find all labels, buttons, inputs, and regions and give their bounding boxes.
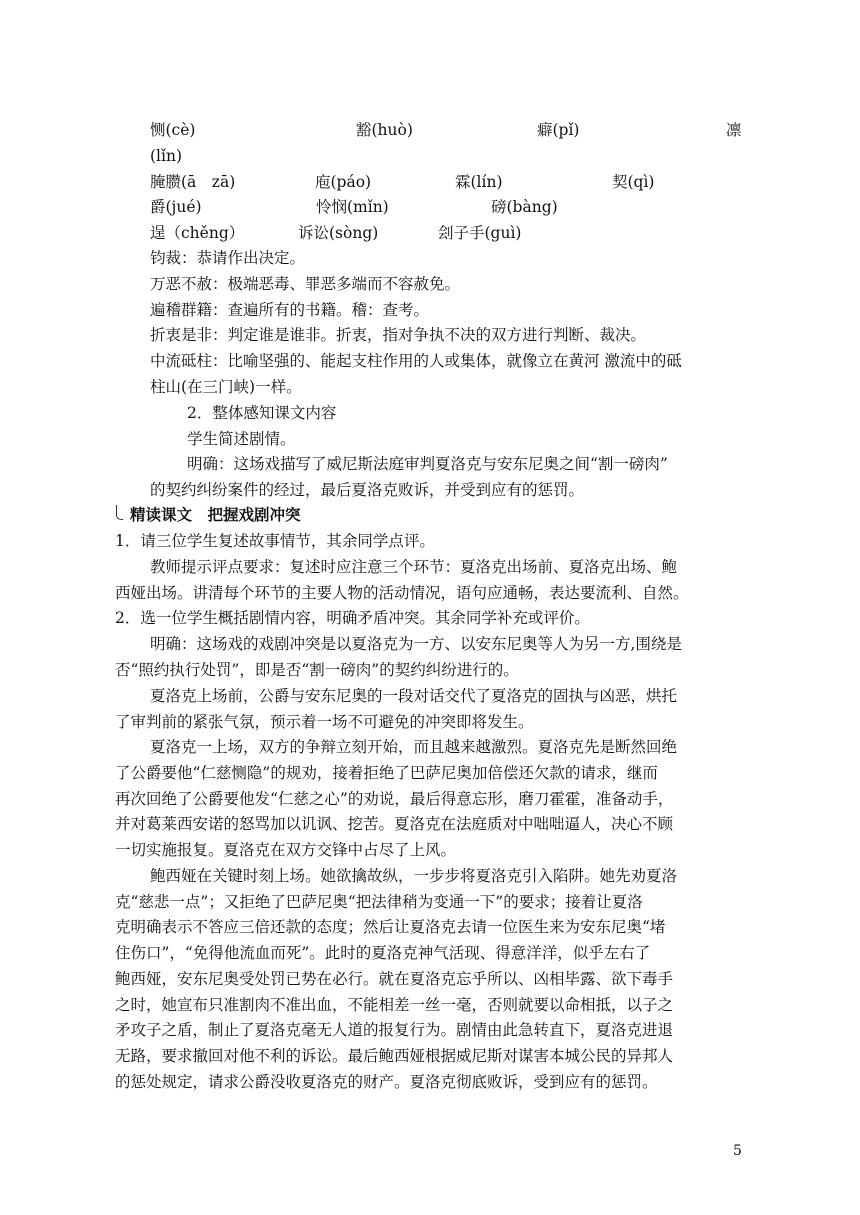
vocab-row-2 [150, 171, 743, 193]
definition-line: 万恶不赦：极端恶毒、罪恶多端而不容赦免。 [150, 275, 461, 293]
vocab-item: 契(qì) [612, 173, 655, 191]
body-line: 夏洛克上场前，公爵与安东尼奥的一段对话交代了夏洛克的固执与凶恶，烘托 [150, 687, 678, 705]
vocab-item: 恻(cè) [150, 121, 196, 139]
body-line: 了公爵要他“仁慈恻隐”的规劝，接着拒绝了巴萨尼奥加倍偿还欠款的请求，继而 [115, 764, 658, 782]
vocab-item: 磅(bàng) [491, 198, 558, 216]
vocab-row-3 [150, 196, 743, 218]
definition-line: 折衷是非：判定谁是谁非。折衷，指对争执不决的双方进行判断、裁决。 [150, 326, 647, 344]
body-line: 克“慈悲一点”；又拒绝了巴萨尼奥“把法律稍为变通一下”的要求；接着让夏洛 [115, 893, 643, 911]
definition-line: 钧裁：恭请作出决定。 [150, 249, 306, 267]
definition-line: 柱山(在三门峡)一样。 [150, 378, 302, 396]
vocab-item: 霖(lín) [455, 173, 503, 191]
body-line: 一切实施报复。夏洛克在双方交锋中占尽了上风。 [115, 841, 457, 859]
vocab-item: 腌臜(ā zā) [150, 173, 236, 191]
vocab-item: 凛 [726, 121, 742, 139]
vocab-row-1-cont: (lǐn) [150, 147, 182, 165]
vocab-row-4 [150, 222, 743, 244]
definition-line: 遍稽群籍：查遍所有的书籍。稽：查考。 [150, 301, 430, 319]
vocab-item: 刽子手(guì) [438, 224, 522, 242]
body-line: 2．选一位学生概括剧情内容，明确矛盾冲突。其余同学补充或评价。 [115, 609, 590, 627]
section-title: 2．整体感知课文内容 [187, 404, 337, 422]
body-line: 教师提示评点要求：复述时应注意三个环节：夏洛克出场前、夏洛克出场、鲍 [150, 558, 678, 576]
body-line: 并对葛莱西安诺的怒骂加以讥讽、挖苦。夏洛克在法庭质对中咄咄逼人，决心不顾 [115, 815, 674, 833]
vocab-item: 怜悯(mǐn) [316, 198, 389, 216]
heading-marker-icon [116, 505, 123, 520]
body-line: 西娅出场。讲清每个环节的主要人物的活动情况，语句应通畅，表达要流利、自然。 [115, 584, 689, 602]
definition-line: 中流砥柱：比喻坚强的、能起支柱作用的人或集体，就像立在黄河 激流中的砥 [150, 352, 682, 370]
body-line: 1．请三位学生复述故事情节，其余同学点评。 [115, 532, 435, 550]
vocab-item: 豁(huò) [356, 121, 413, 139]
paragraph-line: 的契约纠纷案件的经过，最后夏洛克败诉，并受到应有的惩罚。 [150, 481, 585, 499]
body-line: 鲍西娅，安东尼奥受处罚已势在必行。就在夏洛克忘乎所以、凶相毕露、欲下毒手 [115, 970, 674, 988]
body-line: 否“照约执行处罚”，即是否“割一磅肉”的契约纠纷进行的。 [115, 661, 519, 679]
body-line: 鲍西娅在关键时刻上场。她欲擒故纵，一步步将夏洛克引入陷阱。她先劝夏洛 [150, 867, 678, 885]
body-line: 无路，要求撤回对他不利的诉讼。最后鲍西娅根据威尼斯对谋害本城公民的异邦人 [115, 1047, 674, 1065]
paragraph-line: 学生简述剧情。 [187, 430, 296, 448]
body-line: 夏洛克一上场，双方的争辩立刻开始，而且越来越激烈。夏洛克先是断然回绝 [150, 738, 678, 756]
body-line: 再次回绝了公爵要他发“仁慈之心”的劝说，最后得意忘形，磨刀霍霍，准备动手， [115, 790, 674, 808]
vocab-row-1 [150, 119, 743, 141]
section-heading: 精读课文 把握戏剧冲突 [130, 506, 301, 524]
body-line: 克明确表示不答应三倍还款的态度；然后让夏洛克去请一位医生来为安东尼奥“堵 [115, 918, 666, 936]
body-line: 明确：这场戏的戏剧冲突是以夏洛克为一方、以安东尼奥等人为另一方,围绕是 [150, 635, 682, 653]
body-line: 之时，她宣布只准割肉不准出血，不能相差一丝一毫，否则就要以命相抵，以子之 [115, 996, 674, 1014]
page-number: 5 [733, 1143, 742, 1159]
vocab-item: 爵(jué) [150, 198, 202, 216]
body-line: 住伤口”，“免得他流血而死”。此时的夏洛克神气活现、得意洋洋，似乎左右了 [115, 944, 651, 962]
paragraph-line: 明确：这场戏描写了威尼斯法庭审判夏洛克与安东尼奥之间“割一磅肉” [187, 455, 668, 473]
vocab-item: 诉讼(sòng) [298, 224, 379, 242]
body-line: 的惩处规定，请求公爵没收夏洛克的财产。夏洛克彻底败诉，受到应有的惩罚。 [115, 1073, 658, 1091]
body-line: 了审判前的紧张气氛，预示着一场不可避免的冲突即将发生。 [115, 713, 534, 731]
body-line: 矛攻子之盾，制止了夏洛克毫无人道的报复行为。剧情由此急转直下，夏洛克进退 [115, 1021, 674, 1039]
vocab-item: 庖(páo) [315, 173, 372, 191]
vocab-item: 癖(pǐ) [537, 121, 580, 139]
vocab-item: 逞（chěng） [150, 224, 245, 242]
